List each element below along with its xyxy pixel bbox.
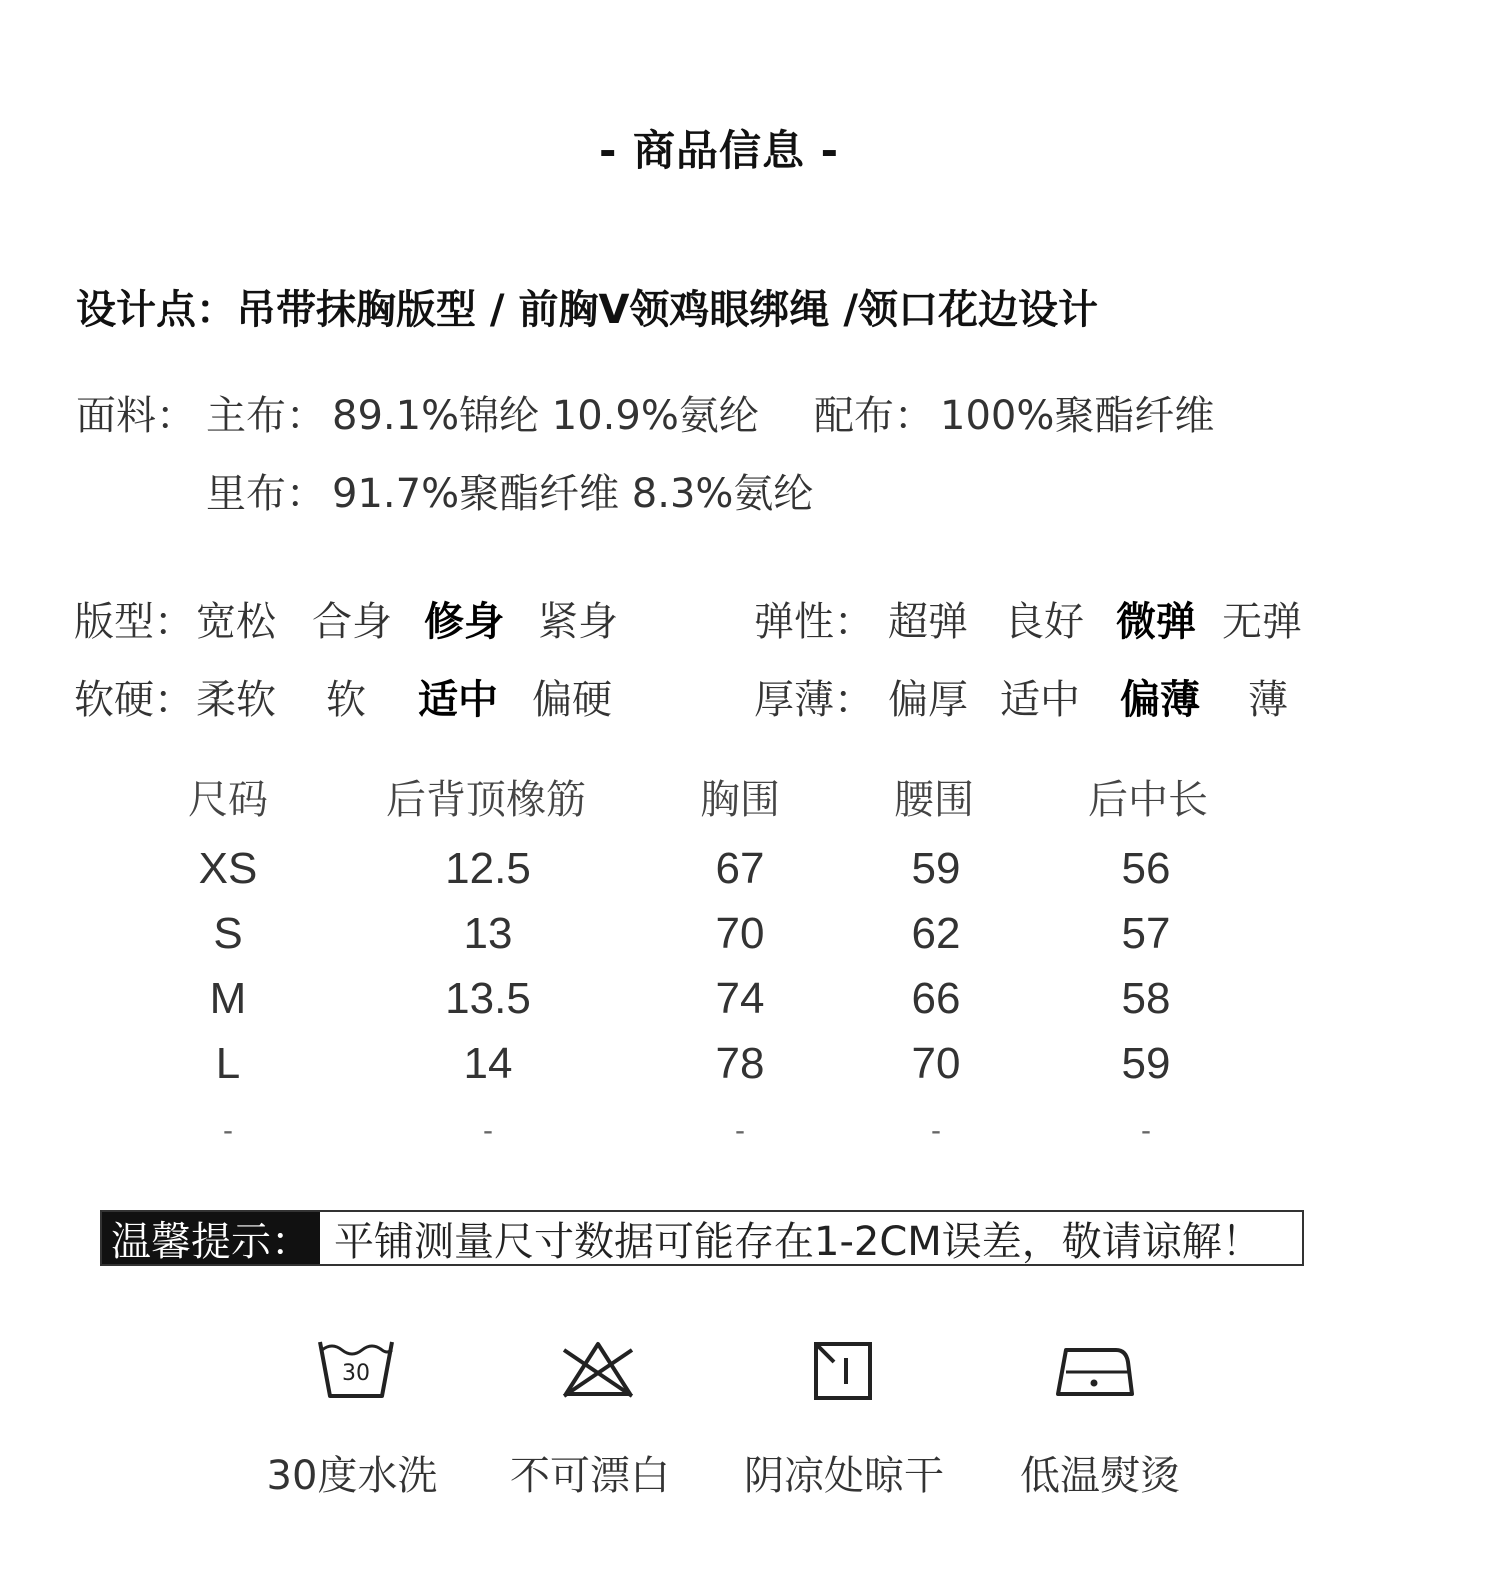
fit-label: 版型： bbox=[74, 599, 194, 645]
value-cell: 59 bbox=[911, 844, 961, 893]
value-cell: 78 bbox=[715, 1039, 765, 1088]
value-cell: 57 bbox=[1121, 909, 1171, 958]
value-cell: 59 bbox=[1121, 1039, 1171, 1088]
value-cell: 70 bbox=[911, 1039, 961, 1088]
value-cell: 74 bbox=[715, 974, 765, 1023]
thickness-option: 偏厚 bbox=[888, 677, 968, 723]
value-cell: 13 bbox=[463, 909, 513, 958]
header-cell: 后中长 bbox=[1088, 778, 1208, 822]
care-label: 低温熨烫 bbox=[1020, 1453, 1180, 1499]
header-cell: 胸围 bbox=[700, 778, 780, 822]
tip-label: 温馨提示： bbox=[102, 1212, 320, 1264]
design-points: 设计点：吊带抹胸版型 / 前胸V领鸡眼绑绳 /领口花边设计 bbox=[76, 287, 1098, 333]
header-cell: 腰围 bbox=[894, 778, 974, 822]
size-cell: L bbox=[215, 1039, 241, 1088]
table-row bbox=[0, 974, 1438, 1034]
elasticity-option-selected: 微弹 bbox=[1116, 599, 1196, 645]
fit-option-selected: 修身 bbox=[424, 599, 504, 645]
value-cell: 12.5 bbox=[445, 844, 531, 893]
placeholder-cell: - bbox=[931, 1114, 941, 1147]
elasticity-option: 超弹 bbox=[888, 599, 968, 645]
value-cell: 66 bbox=[911, 974, 961, 1023]
softness-option: 偏硬 bbox=[532, 677, 612, 723]
fit-option: 宽松 bbox=[196, 599, 276, 645]
value-cell: 13.5 bbox=[445, 974, 531, 1023]
value-cell: 70 bbox=[715, 909, 765, 958]
softness-option: 软 bbox=[326, 677, 366, 723]
elasticity-option: 良好 bbox=[1004, 599, 1084, 645]
table-row bbox=[0, 844, 1438, 904]
wash-30-icon bbox=[316, 1336, 396, 1402]
shade-dry-icon bbox=[812, 1336, 876, 1402]
softness-label: 软硬： bbox=[74, 677, 194, 723]
placeholder-cell: - bbox=[223, 1114, 233, 1147]
accent-fabric-value: 100%聚酯纤维 bbox=[940, 393, 1215, 439]
elasticity-label: 弹性： bbox=[754, 599, 874, 645]
main-fabric-label: 主布： bbox=[206, 393, 326, 439]
header-cell: 后背顶橡筋 bbox=[386, 778, 586, 822]
softness-option: 柔软 bbox=[196, 677, 276, 723]
value-cell: 58 bbox=[1121, 974, 1171, 1023]
table-row bbox=[0, 909, 1438, 969]
table-row bbox=[0, 1039, 1438, 1099]
placeholder-cell: - bbox=[735, 1114, 745, 1147]
placeholder-cell: - bbox=[1141, 1114, 1151, 1147]
care-label: 30度水洗 bbox=[266, 1453, 438, 1499]
fit-option: 合身 bbox=[312, 599, 392, 645]
size-cell: M bbox=[209, 974, 247, 1023]
tip-banner bbox=[100, 1210, 1304, 1266]
care-label: 不可漂白 bbox=[510, 1453, 670, 1499]
header-cell: 尺码 bbox=[188, 778, 268, 822]
value-cell: 56 bbox=[1121, 844, 1171, 893]
thickness-label: 厚薄： bbox=[754, 677, 874, 723]
accent-fabric-label: 配布： bbox=[814, 393, 934, 439]
wash-temperature: 30 bbox=[342, 1361, 370, 1386]
fabric-label: 面料： bbox=[76, 393, 196, 439]
thickness-option: 薄 bbox=[1248, 677, 1288, 723]
page-title: - 商品信息 - bbox=[598, 126, 840, 175]
value-cell: 62 bbox=[911, 909, 961, 958]
care-label: 阴凉处晾干 bbox=[744, 1453, 944, 1499]
placeholder-cell: - bbox=[483, 1114, 493, 1147]
lining-fabric-label: 里布： bbox=[206, 471, 326, 517]
tip-text: 平铺测量尺寸数据可能存在1-2CM误差，敬请谅解！ bbox=[334, 1218, 1262, 1265]
table-row bbox=[0, 1114, 1438, 1174]
no-bleach-icon bbox=[558, 1336, 638, 1402]
fit-option: 紧身 bbox=[538, 599, 618, 645]
value-cell: 14 bbox=[463, 1039, 513, 1088]
low-iron-icon bbox=[1054, 1336, 1136, 1402]
value-cell: 67 bbox=[715, 844, 765, 893]
thickness-option-selected: 偏薄 bbox=[1120, 677, 1200, 723]
size-cell: XS bbox=[198, 844, 258, 893]
elasticity-option: 无弹 bbox=[1222, 599, 1302, 645]
lining-fabric-value: 91.7%聚酯纤维 8.3%氨纶 bbox=[332, 471, 814, 517]
size-cell: S bbox=[213, 909, 243, 958]
thickness-option: 适中 bbox=[1000, 677, 1080, 723]
size-table-header bbox=[0, 768, 1438, 828]
softness-option-selected: 适中 bbox=[418, 677, 498, 723]
main-fabric-value: 89.1%锦纶 10.9%氨纶 bbox=[332, 393, 759, 439]
